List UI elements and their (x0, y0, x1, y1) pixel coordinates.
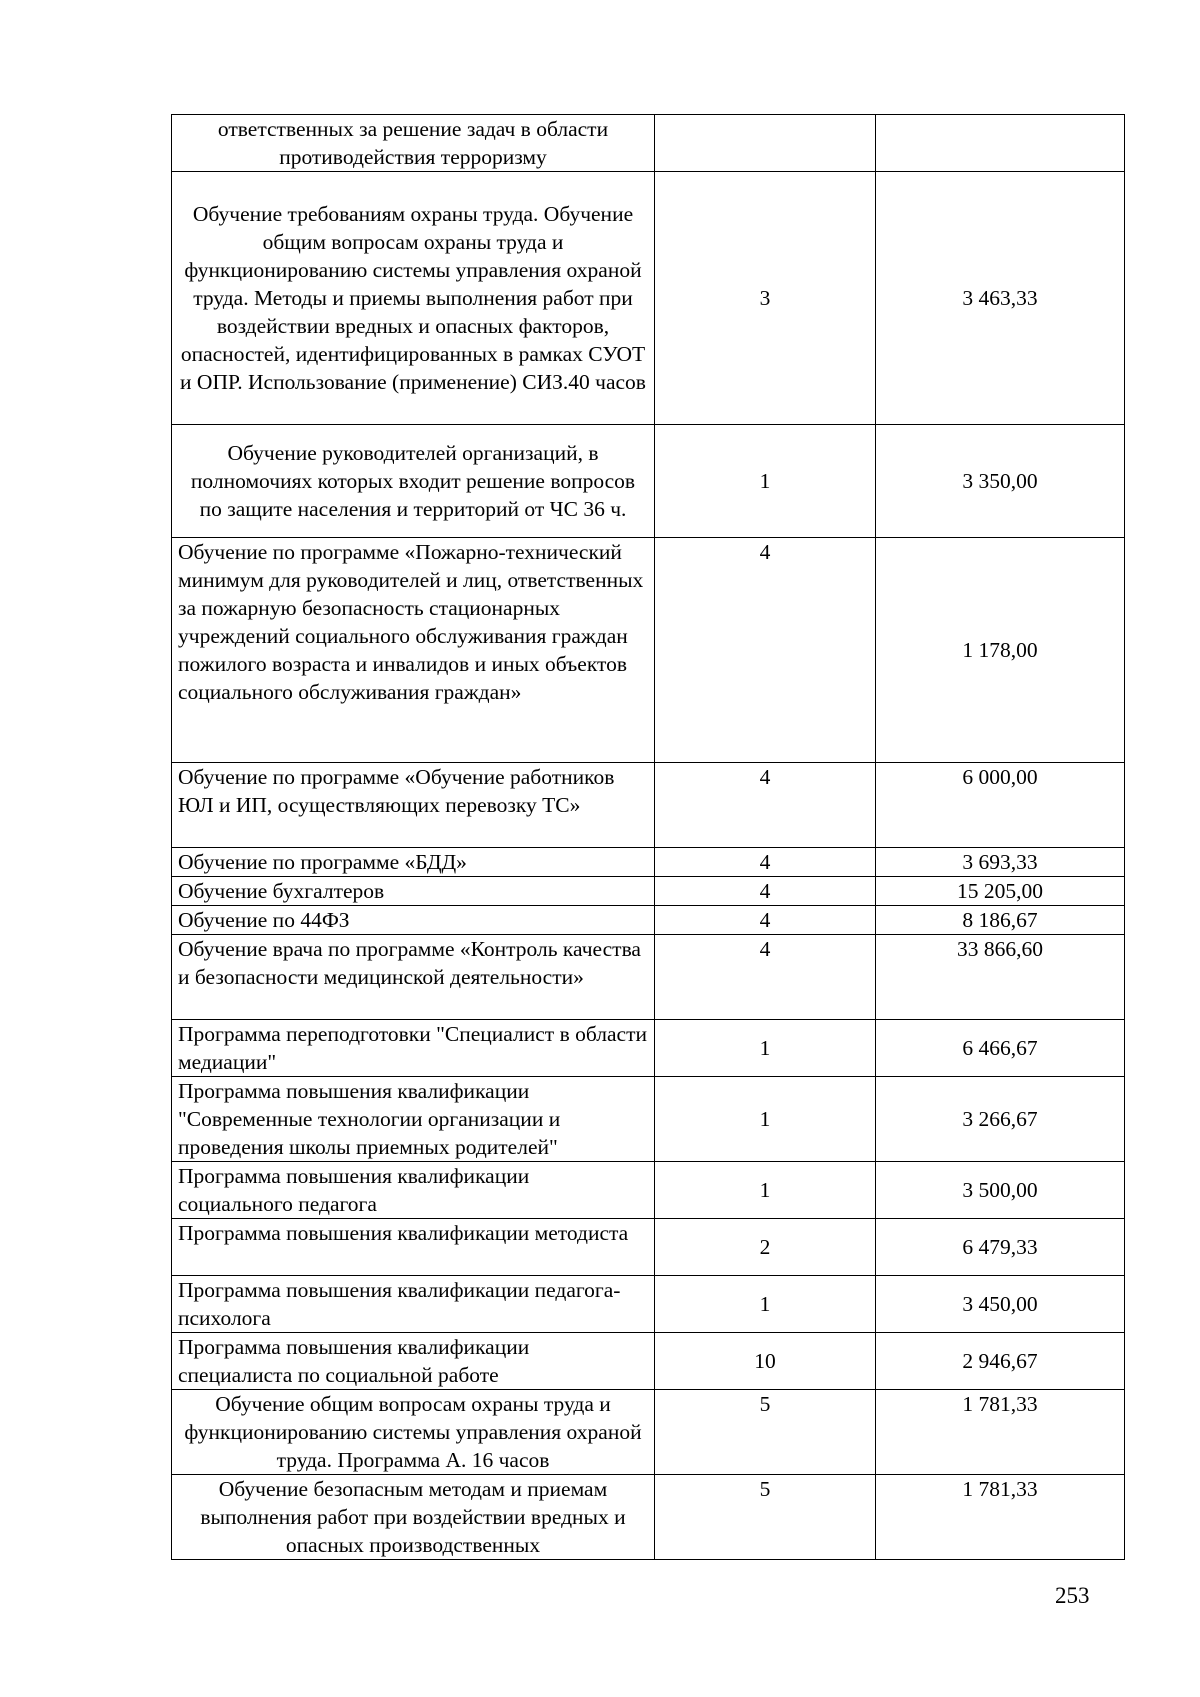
quantity-cell: 1 (655, 425, 876, 538)
cost-cell: 6 466,67 (876, 1020, 1125, 1077)
cost-cell: 1 178,00 (876, 538, 1125, 763)
cost-cell: 33 866,60 (876, 935, 1125, 1020)
table-body (172, 115, 1125, 1560)
cost-cell: 6 000,00 (876, 763, 1125, 848)
table-row (172, 763, 1125, 848)
table-row (172, 1219, 1125, 1276)
quantity-cell: 4 (655, 877, 876, 906)
table-row (172, 1475, 1125, 1560)
program-name-cell: Обучение врача по программе «Контроль качества и безопасности медицинской деятельности» (172, 935, 655, 1020)
program-name-cell: ответственных за решение задач в области противодействия терроризму (172, 115, 655, 172)
cost-cell: 3 450,00 (876, 1276, 1125, 1333)
quantity-cell: 5 (655, 1390, 876, 1475)
program-name-cell: Программа повышения квалификации социального педагога (172, 1162, 655, 1219)
table-row (172, 906, 1125, 935)
quantity-cell: 10 (655, 1333, 876, 1390)
table-row (172, 1276, 1125, 1333)
cost-cell: 15 205,00 (876, 877, 1125, 906)
table-row (172, 425, 1125, 538)
program-name-cell: Программа переподготовки "Специалист в области медиации" (172, 1020, 655, 1077)
quantity-cell: 1 (655, 1020, 876, 1077)
table-row (172, 1020, 1125, 1077)
program-name-cell: Обучение по 44ФЗ (172, 906, 655, 935)
table-row (172, 877, 1125, 906)
training-costs-table (171, 114, 1125, 1560)
table-row (172, 848, 1125, 877)
cost-cell: 1 781,33 (876, 1390, 1125, 1475)
cost-cell: 3 500,00 (876, 1162, 1125, 1219)
table-row (172, 172, 1125, 425)
cost-cell: 2 946,67 (876, 1333, 1125, 1390)
cost-cell: 3 463,33 (876, 172, 1125, 425)
program-name-cell: Обучение бухгалтеров (172, 877, 655, 906)
table-row (172, 115, 1125, 172)
program-name-cell: Обучение общим вопросам охраны труда и функционированию системы управления охраной труда. Программа А. 16 часов (172, 1390, 655, 1475)
table-row (172, 1162, 1125, 1219)
cost-cell: 1 781,33 (876, 1475, 1125, 1560)
program-name-cell: Обучение руководителей организаций, в полномочиях которых входит решение вопросов по защите населения и территорий от ЧС 36 ч. (172, 425, 655, 538)
quantity-cell: 4 (655, 763, 876, 848)
cost-cell (876, 115, 1125, 172)
cost-cell: 8 186,67 (876, 906, 1125, 935)
quantity-cell: 1 (655, 1077, 876, 1162)
table-row (172, 935, 1125, 1020)
program-name-cell: Программа повышения квалификации педагога-психолога (172, 1276, 655, 1333)
page-number: 253 (1055, 1583, 1090, 1608)
program-name-cell: Программа повышения квалификации методиста (172, 1219, 655, 1276)
quantity-cell: 5 (655, 1475, 876, 1560)
table-row (172, 1390, 1125, 1475)
quantity-cell: 3 (655, 172, 876, 425)
program-name-cell: Обучение по программе «Пожарно-технический минимум для руководителей и лиц, ответственных за пожарную безопасность стационарных учреждений социального обслуживания граждан пожилого возраста и инвалидов и иных объектов социального обслуживания граждан» (172, 538, 655, 763)
quantity-cell: 1 (655, 1162, 876, 1219)
quantity-cell: 4 (655, 906, 876, 935)
cost-cell: 6 479,33 (876, 1219, 1125, 1276)
cost-cell: 3 350,00 (876, 425, 1125, 538)
table-row (172, 1333, 1125, 1390)
program-name-cell: Программа повышения квалификации специалиста по социальной работе (172, 1333, 655, 1390)
program-name-cell: Обучение требованиям охраны труда. Обучение общим вопросам охраны труда и функционированию системы управления охраной труда. Методы и приемы выполнения работ при воздействии вредных и опасных факторов, опасностей, идентифицированных в рамках СУОТ и ОПР. Использование (применение) СИЗ.40 часов (172, 172, 655, 425)
cost-cell: 3 693,33 (876, 848, 1125, 877)
table-row (172, 538, 1125, 763)
quantity-cell: 4 (655, 538, 876, 763)
program-name-cell: Программа повышения квалификации "Современные технологии организации и проведения школы приемных родителей" (172, 1077, 655, 1162)
cost-cell: 3 266,67 (876, 1077, 1125, 1162)
quantity-cell: 1 (655, 1276, 876, 1333)
quantity-cell: 4 (655, 848, 876, 877)
quantity-cell (655, 115, 876, 172)
quantity-cell: 4 (655, 935, 876, 1020)
program-name-cell: Обучение безопасным методам и приемам выполнения работ при воздействии вредных и опасных производственных (172, 1475, 655, 1560)
program-name-cell: Обучение по программе «БДД» (172, 848, 655, 877)
table-row (172, 1077, 1125, 1162)
program-name-cell: Обучение по программе «Обучение работников ЮЛ и ИП, осуществляющих перевозку ТС» (172, 763, 655, 848)
quantity-cell: 2 (655, 1219, 876, 1276)
